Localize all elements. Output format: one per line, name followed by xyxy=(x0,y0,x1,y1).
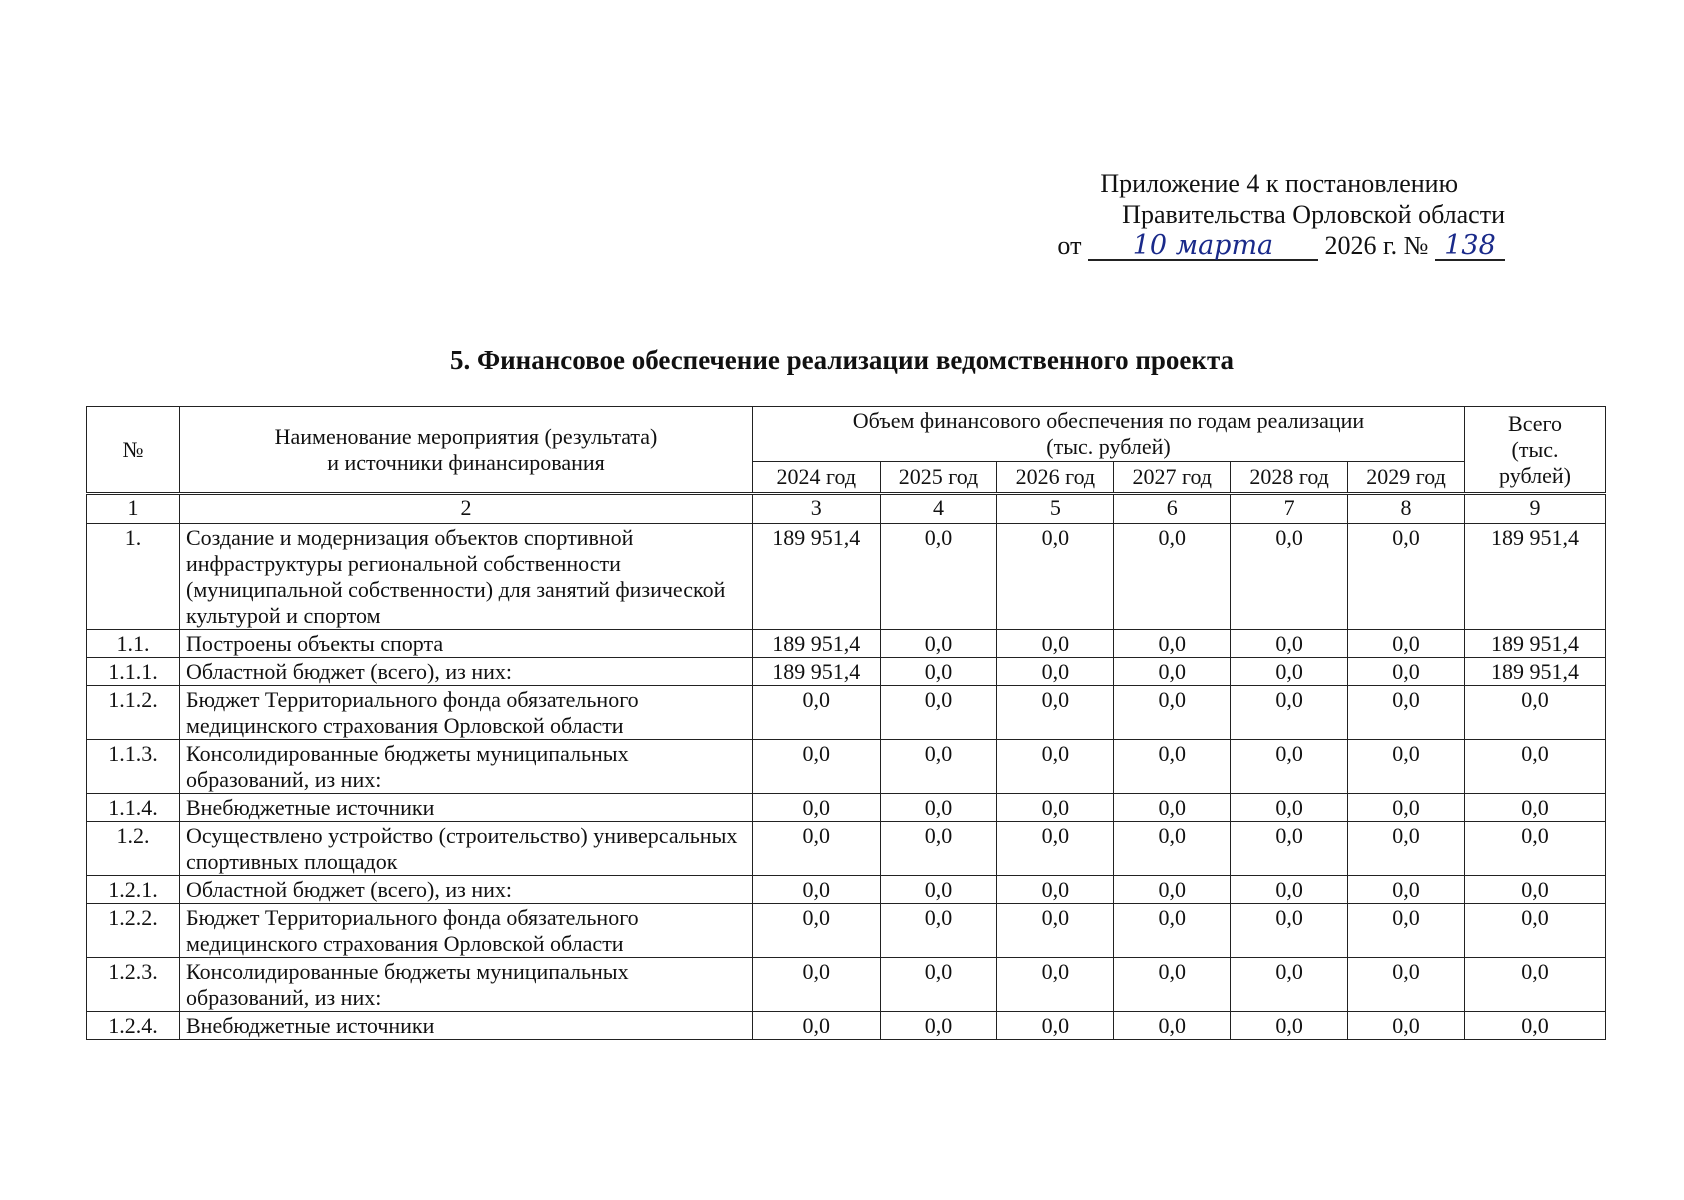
row-year-value: 0,0 xyxy=(1114,524,1231,630)
row-year-value: 0,0 xyxy=(997,630,1114,658)
row-name: Консолидированные бюджеты муниципальных образований, из них: xyxy=(180,740,753,794)
row-number: 1.1.2. xyxy=(87,686,180,740)
row-total: 0,0 xyxy=(1465,822,1606,876)
row-year-value: 0,0 xyxy=(1348,658,1465,686)
row-year-value: 0,0 xyxy=(1231,1012,1348,1040)
table-header-row-1 xyxy=(87,407,1606,462)
appendix-line-1: Приложение 4 к постановлению xyxy=(1100,169,1458,198)
row-number: 1.2.3. xyxy=(87,958,180,1012)
row-year-value: 0,0 xyxy=(1348,822,1465,876)
row-year-value: 0,0 xyxy=(1231,822,1348,876)
from-label: от xyxy=(1057,231,1082,260)
row-total: 0,0 xyxy=(1465,958,1606,1012)
row-name: Внебюджетные источники xyxy=(180,1012,753,1040)
table-row xyxy=(87,904,1606,958)
header-year: 2026 год xyxy=(997,462,1114,494)
row-year-value: 0,0 xyxy=(1348,1012,1465,1040)
column-number: 1 xyxy=(87,494,180,524)
section-title: 5. Финансовое обеспечение реализации ведомственного проекта xyxy=(449,345,1235,375)
appendix-line-2: Правительства Орловской области xyxy=(1122,200,1505,229)
header-total: Всего (тыс. рублей) xyxy=(1465,407,1606,494)
row-year-value: 0,0 xyxy=(1231,904,1348,958)
row-year-value: 189 951,4 xyxy=(753,524,881,630)
table-row xyxy=(87,658,1606,686)
row-year-value: 0,0 xyxy=(1231,658,1348,686)
row-year-value: 0,0 xyxy=(880,658,997,686)
row-year-value: 0,0 xyxy=(1348,904,1465,958)
row-year-value: 0,0 xyxy=(1114,876,1231,904)
row-name: Консолидированные бюджеты муниципальных образований, из них: xyxy=(180,958,753,1012)
row-year-value: 0,0 xyxy=(997,904,1114,958)
row-total: 189 951,4 xyxy=(1465,658,1606,686)
row-year-value: 0,0 xyxy=(753,822,881,876)
row-year-value: 0,0 xyxy=(997,658,1114,686)
table-row xyxy=(87,794,1606,822)
row-year-value: 0,0 xyxy=(997,958,1114,1012)
row-total: 0,0 xyxy=(1465,794,1606,822)
row-year-value: 189 951,4 xyxy=(753,630,881,658)
row-year-value: 0,0 xyxy=(753,958,881,1012)
header-year: 2028 год xyxy=(1231,462,1348,494)
row-year-value: 0,0 xyxy=(1348,876,1465,904)
column-number: 7 xyxy=(1231,494,1348,524)
row-year-value: 0,0 xyxy=(753,876,881,904)
column-number: 8 xyxy=(1348,494,1465,524)
column-number-row xyxy=(87,494,1606,524)
row-year-value: 0,0 xyxy=(1231,794,1348,822)
row-year-value: 0,0 xyxy=(1231,524,1348,630)
row-name: Внебюджетные источники xyxy=(180,794,753,822)
column-number: 9 xyxy=(1465,494,1606,524)
row-number: 1.2.2. xyxy=(87,904,180,958)
row-total: 0,0 xyxy=(1465,686,1606,740)
header-year: 2025 год xyxy=(880,462,997,494)
row-name: Бюджет Территориального фонда обязательного медицинского страхования Орловской области xyxy=(180,904,753,958)
row-name: Создание и модернизация объектов спортивной инфраструктуры региональной собственности (муниципальной собственности) для занятий физической культурой и спортом xyxy=(180,524,753,630)
row-year-value: 0,0 xyxy=(1114,904,1231,958)
row-year-value: 0,0 xyxy=(1231,958,1348,1012)
header-year: 2029 год xyxy=(1348,462,1465,494)
header-year: 2027 год xyxy=(1114,462,1231,494)
appendix-block xyxy=(945,168,1505,261)
row-year-value: 0,0 xyxy=(1114,740,1231,794)
row-number: 1. xyxy=(87,524,180,630)
row-year-value: 0,0 xyxy=(1114,822,1231,876)
row-name: Областной бюджет (всего), из них: xyxy=(180,876,753,904)
row-year-value: 0,0 xyxy=(880,958,997,1012)
table-row xyxy=(87,876,1606,904)
row-year-value: 0,0 xyxy=(1348,524,1465,630)
year-label: 2026 г. № xyxy=(1324,231,1429,260)
row-year-value: 0,0 xyxy=(880,794,997,822)
column-number: 3 xyxy=(753,494,881,524)
row-total: 0,0 xyxy=(1465,904,1606,958)
row-year-value: 0,0 xyxy=(880,740,997,794)
row-year-value: 0,0 xyxy=(997,1012,1114,1040)
row-year-value: 0,0 xyxy=(1348,740,1465,794)
row-year-value: 0,0 xyxy=(997,876,1114,904)
row-number: 1.1.3. xyxy=(87,740,180,794)
column-number: 2 xyxy=(180,494,753,524)
row-number: 1.1. xyxy=(87,630,180,658)
row-year-value: 0,0 xyxy=(753,1012,881,1040)
table-row xyxy=(87,822,1606,876)
row-total: 0,0 xyxy=(1465,876,1606,904)
appendix-date-line xyxy=(945,230,1505,261)
handwritten-date: 10 марта xyxy=(1088,233,1318,261)
row-year-value: 0,0 xyxy=(997,740,1114,794)
row-year-value: 0,0 xyxy=(1348,794,1465,822)
row-year-value: 0,0 xyxy=(997,822,1114,876)
row-year-value: 0,0 xyxy=(1114,658,1231,686)
row-year-value: 0,0 xyxy=(880,876,997,904)
row-year-value: 0,0 xyxy=(880,686,997,740)
row-year-value: 0,0 xyxy=(1114,958,1231,1012)
column-number: 5 xyxy=(997,494,1114,524)
row-total: 189 951,4 xyxy=(1465,524,1606,630)
row-name: Областной бюджет (всего), из них: xyxy=(180,658,753,686)
row-year-value: 0,0 xyxy=(880,822,997,876)
row-year-value: 0,0 xyxy=(1348,958,1465,1012)
row-year-value: 0,0 xyxy=(997,686,1114,740)
row-year-value: 0,0 xyxy=(1114,686,1231,740)
row-number: 1.2.4. xyxy=(87,1012,180,1040)
row-year-value: 0,0 xyxy=(1231,740,1348,794)
table-row xyxy=(87,686,1606,740)
row-number: 1.2.1. xyxy=(87,876,180,904)
row-total: 0,0 xyxy=(1465,1012,1606,1040)
row-year-value: 0,0 xyxy=(1231,630,1348,658)
row-year-value: 0,0 xyxy=(880,630,997,658)
column-number: 4 xyxy=(880,494,997,524)
row-year-value: 0,0 xyxy=(1348,630,1465,658)
row-year-value: 0,0 xyxy=(753,904,881,958)
row-year-value: 0,0 xyxy=(1348,686,1465,740)
row-name: Бюджет Территориального фонда обязательного медицинского страхования Орловской области xyxy=(180,686,753,740)
table-row xyxy=(87,1012,1606,1040)
row-year-value: 0,0 xyxy=(753,686,881,740)
column-number: 6 xyxy=(1114,494,1231,524)
row-year-value: 0,0 xyxy=(1114,630,1231,658)
row-year-value: 0,0 xyxy=(1114,1012,1231,1040)
row-year-value: 0,0 xyxy=(880,904,997,958)
table-row xyxy=(87,740,1606,794)
row-total: 0,0 xyxy=(1465,740,1606,794)
row-year-value: 0,0 xyxy=(753,794,881,822)
row-year-value: 0,0 xyxy=(1231,876,1348,904)
row-year-value: 0,0 xyxy=(880,524,997,630)
row-total: 189 951,4 xyxy=(1465,630,1606,658)
row-year-value: 0,0 xyxy=(1114,794,1231,822)
row-year-value: 189 951,4 xyxy=(753,658,881,686)
header-name: Наименование мероприятия (результата) и источники финансирования xyxy=(180,407,753,494)
table-row xyxy=(87,630,1606,658)
row-year-value: 0,0 xyxy=(880,1012,997,1040)
header-year: 2024 год xyxy=(753,462,881,494)
row-name: Построены объекты спорта xyxy=(180,630,753,658)
row-year-value: 0,0 xyxy=(997,524,1114,630)
row-name: Осуществлено устройство (строительство) универсальных спортивных площадок xyxy=(180,822,753,876)
row-number: 1.1.1. xyxy=(87,658,180,686)
header-no: № xyxy=(87,407,180,494)
table-row xyxy=(87,524,1606,630)
row-year-value: 0,0 xyxy=(1231,686,1348,740)
financing-table xyxy=(86,406,1606,1040)
header-volume: Объем финансового обеспечения по годам реализации (тыс. рублей) xyxy=(753,407,1465,462)
table-row xyxy=(87,958,1606,1012)
row-year-value: 0,0 xyxy=(997,794,1114,822)
row-year-value: 0,0 xyxy=(753,740,881,794)
row-number: 1.2. xyxy=(87,822,180,876)
row-number: 1.1.4. xyxy=(87,794,180,822)
handwritten-number: 138 xyxy=(1435,233,1505,261)
